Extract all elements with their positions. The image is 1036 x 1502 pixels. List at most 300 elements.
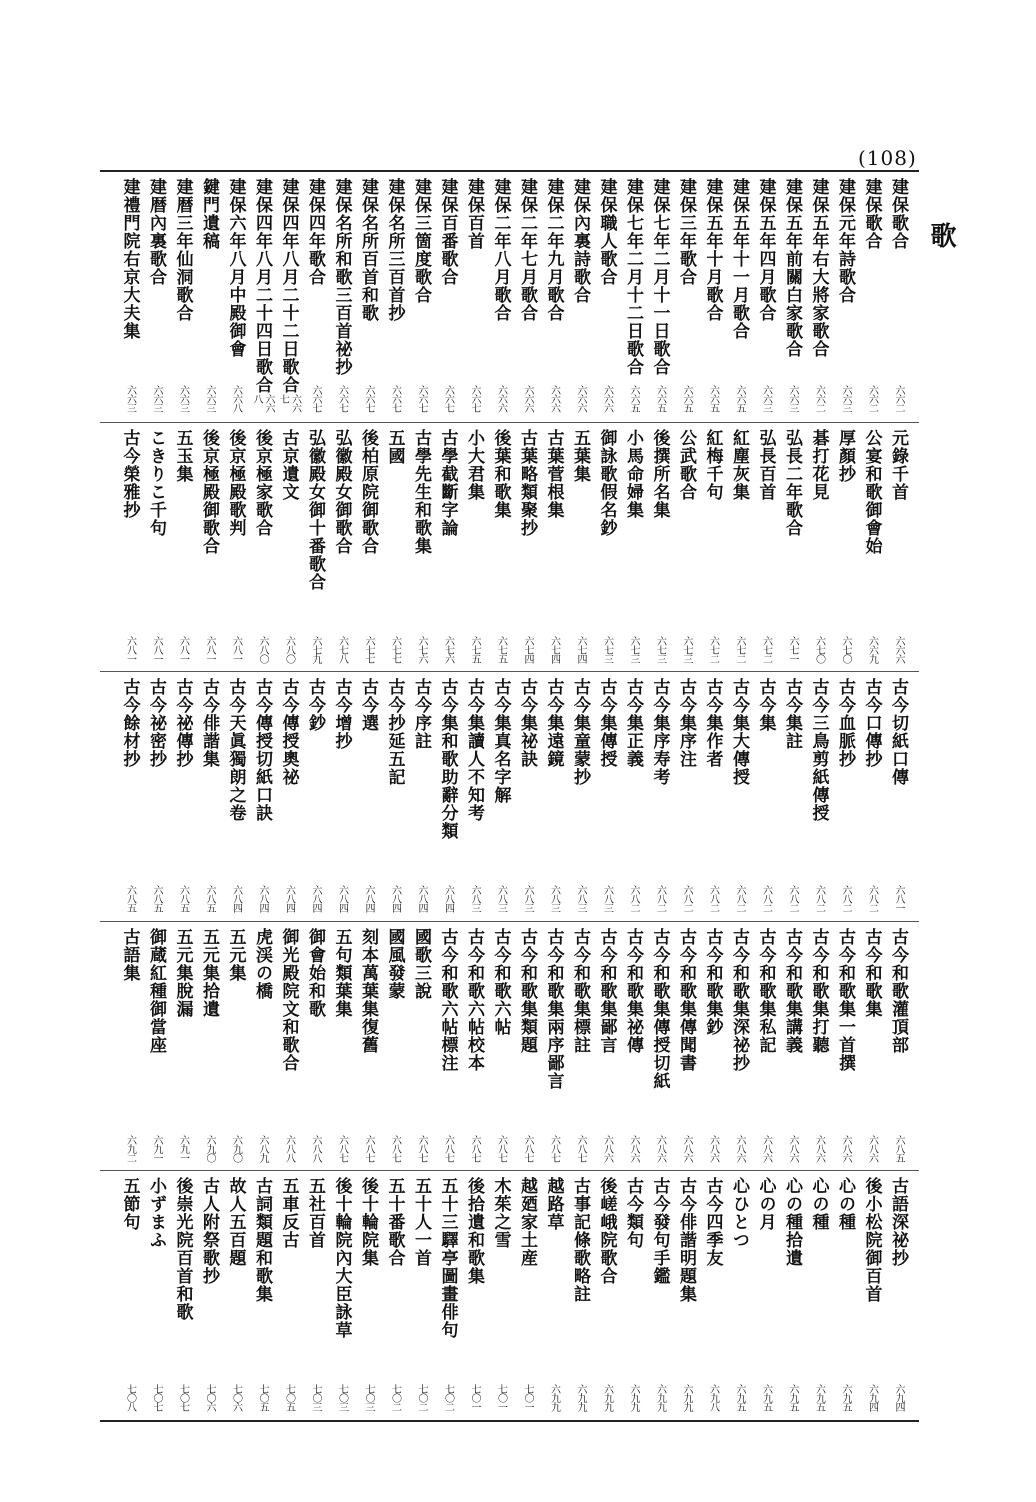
index-entry bbox=[117, 1177, 143, 1417]
index-entry bbox=[620, 678, 646, 918]
entry-title: 建保歌合 bbox=[888, 178, 908, 250]
entry-page-number: 六九五 bbox=[787, 1384, 798, 1412]
index-entry bbox=[488, 178, 514, 418]
entry-page-number: 六八二 bbox=[760, 885, 772, 913]
entry-title: 古今和歌集深祕抄 bbox=[729, 927, 749, 1072]
entry-page-number: 六八七 bbox=[416, 1134, 427, 1162]
index-entry bbox=[885, 429, 911, 669]
index-entry bbox=[382, 678, 408, 918]
entry-title: 建保五年前關白家歌合 bbox=[782, 178, 802, 358]
index-entry bbox=[435, 178, 461, 418]
entry-title: 後崇光院百首和歌 bbox=[172, 1177, 193, 1322]
entry-title: 古今祕密抄 bbox=[146, 678, 166, 769]
entry-title: 心の種拾遺 bbox=[782, 1177, 802, 1268]
entry-title: 古今集正義 bbox=[623, 678, 643, 769]
index-entry bbox=[726, 928, 752, 1168]
entry-page-number: 六六三 bbox=[760, 385, 772, 412]
entry-title: 弘長百首 bbox=[755, 428, 776, 501]
entry-page-number: 六八二 bbox=[628, 885, 639, 913]
entry-title: 古今和歌集一首撰 bbox=[835, 927, 855, 1072]
index-entry bbox=[143, 678, 169, 918]
entry-title: 古今鈔 bbox=[305, 678, 325, 733]
index-entry bbox=[249, 928, 275, 1168]
entry-page-number: 七〇三 bbox=[336, 1384, 348, 1412]
entry-page-number: 六八三 bbox=[495, 885, 507, 913]
entry-page-number: 六八二 bbox=[866, 885, 878, 913]
entry-page-number: 六九四 bbox=[866, 1384, 878, 1412]
index-entry bbox=[276, 1177, 302, 1417]
index-entry bbox=[806, 678, 832, 918]
entry-page-number: 六八二 bbox=[707, 885, 719, 913]
entry-title: 五葉集 bbox=[570, 428, 590, 483]
entry-title: 古今俳諧集 bbox=[199, 678, 219, 769]
entry-page-number: 六六七 bbox=[389, 385, 401, 412]
entry-page-number: 六七〇 bbox=[813, 635, 825, 663]
entry-title: 御光殿院文和歌合 bbox=[278, 927, 299, 1072]
entry-title: 古今集讀人不知考 bbox=[464, 678, 484, 823]
entry-page-number: 六九〇 bbox=[230, 1134, 242, 1162]
index-entry bbox=[276, 678, 302, 918]
index-entry bbox=[620, 1177, 646, 1417]
entry-title: 後柏原院御歌合 bbox=[358, 428, 378, 555]
entry-title: 古今和歌集鈔 bbox=[702, 927, 723, 1036]
entry-page-number: 六八四 bbox=[336, 885, 348, 913]
entry-page-number: 六八九 bbox=[257, 1134, 268, 1162]
entry-title: 古京遺文 bbox=[278, 428, 299, 501]
entry-page-number: 六八一 bbox=[204, 635, 215, 663]
entry-page-number: 六八四 bbox=[283, 885, 295, 913]
index-entry bbox=[223, 429, 249, 669]
index-entry bbox=[143, 1177, 169, 1417]
entry-title: 古今天眞獨朗之卷 bbox=[225, 678, 246, 823]
index-entry bbox=[700, 178, 726, 418]
entry-title: 小ずまふ bbox=[146, 1177, 166, 1250]
entry-title: 古今餘材抄 bbox=[119, 678, 140, 769]
entry-page-number: 六八一 bbox=[893, 885, 904, 913]
entry-title: 心の月 bbox=[755, 1177, 776, 1232]
entry-page-number: 六八七 bbox=[363, 1134, 374, 1162]
entry-page-number: 六六二 bbox=[866, 385, 878, 412]
entry-title: 古今集和歌助辭分類 bbox=[437, 678, 458, 841]
index-entry bbox=[753, 178, 779, 418]
entry-page-number: 六七八 bbox=[336, 635, 348, 663]
entry-page-number: 六九九 bbox=[654, 1384, 666, 1412]
entry-page-number: 六九五 bbox=[734, 1384, 745, 1412]
entry-page-number: 六六五 bbox=[681, 385, 692, 412]
entry-title: 五元集拾遺 bbox=[199, 927, 219, 1018]
index-entry bbox=[726, 178, 752, 418]
entry-page-number: 六七四 bbox=[522, 635, 533, 663]
entry-title: 小馬命婦集 bbox=[623, 428, 643, 519]
entry-page-number: 七〇三 bbox=[363, 1384, 374, 1412]
entry-title: 古今集序寿考 bbox=[649, 678, 670, 787]
index-entry bbox=[673, 1177, 699, 1417]
entry-page-number: 六八三 bbox=[601, 885, 613, 913]
entry-page-number: 六七六 bbox=[416, 635, 427, 663]
entry-title: 古語深祕抄 bbox=[888, 1177, 908, 1268]
entry-title: 古人附祭歌抄 bbox=[199, 1177, 219, 1286]
index-entry bbox=[859, 928, 885, 1168]
index-entry bbox=[249, 678, 275, 918]
index-entry bbox=[408, 928, 434, 1168]
entry-page-number: 六六二 bbox=[813, 385, 825, 412]
index-band bbox=[100, 1170, 919, 1419]
index-entry bbox=[196, 928, 222, 1168]
entry-title: 後京極殿歌判 bbox=[225, 428, 246, 537]
entry-page-number: 六八五 bbox=[151, 885, 162, 913]
entry-page-number: 六七三 bbox=[628, 635, 639, 663]
index-entry bbox=[302, 1177, 328, 1417]
entry-page-number: 六八八 bbox=[283, 1134, 295, 1162]
entry-title: 越廼家土産 bbox=[517, 1177, 537, 1268]
index-entry bbox=[726, 429, 752, 669]
entry-title: 建保四年八月二十二日歌合 bbox=[278, 178, 299, 394]
entry-page-number: 六六五 bbox=[734, 385, 745, 412]
entry-title: 建保百番歌合 bbox=[437, 178, 458, 286]
entry-title: 古今榮雅抄 bbox=[119, 428, 140, 519]
entry-page-number: 六九一 bbox=[177, 1134, 189, 1162]
entry-page-number: 六八七 bbox=[548, 1134, 560, 1162]
entry-title: 元錄千首 bbox=[888, 428, 908, 501]
index-table bbox=[100, 170, 919, 1422]
entry-title: 建保四年歌合 bbox=[305, 178, 325, 286]
entry-title: 後十輪院內大臣詠草 bbox=[331, 1177, 352, 1340]
index-entry bbox=[753, 928, 779, 1168]
entry-page-number: 七〇一 bbox=[469, 1384, 480, 1412]
entry-title: 古學先生和歌集 bbox=[411, 428, 431, 555]
index-entry bbox=[647, 678, 673, 918]
index-entry bbox=[461, 178, 487, 418]
entry-title: 古詞類題和歌集 bbox=[252, 1177, 272, 1304]
index-entry bbox=[541, 678, 567, 918]
index-entry bbox=[382, 928, 408, 1168]
entry-title: 建禮門院右京大夫集 bbox=[119, 178, 140, 340]
entry-title: 古今和歌集祕傳 bbox=[623, 927, 643, 1054]
entry-page-number: 六六三 bbox=[840, 385, 851, 412]
entry-page-number: 六八六 bbox=[760, 1134, 772, 1162]
index-entry bbox=[567, 429, 593, 669]
entry-title: 五元集 bbox=[225, 927, 246, 982]
entry-title: 古今序註 bbox=[411, 678, 431, 751]
entry-title: 建保內裏詩歌合 bbox=[570, 178, 590, 304]
entry-page-number: 六六五 bbox=[707, 385, 719, 412]
entry-title: 古學截斷字論 bbox=[437, 428, 458, 537]
index-entry bbox=[832, 928, 858, 1168]
entry-title: 五節句 bbox=[119, 1177, 140, 1232]
entry-title: 五車反古 bbox=[278, 1177, 299, 1250]
entry-page-number: 六九九 bbox=[575, 1384, 586, 1412]
index-entry bbox=[276, 429, 302, 669]
entry-title: 古今集序注 bbox=[676, 678, 696, 769]
entry-page-number: 六九二 bbox=[124, 1134, 136, 1162]
entry-title: 建保歌合 bbox=[861, 178, 882, 250]
entry-page-number: 六八四 bbox=[389, 885, 401, 913]
index-entry bbox=[329, 1177, 355, 1417]
index-entry bbox=[753, 429, 779, 669]
index-entry bbox=[196, 429, 222, 669]
entry-title: 御詠歌假名鈔 bbox=[596, 428, 617, 537]
entry-page-number: 六九八 bbox=[707, 1384, 719, 1412]
entry-page-number: 六六五 bbox=[654, 385, 666, 412]
entry-title: 古今和歌六帖校本 bbox=[464, 927, 484, 1072]
entry-page-number: 六八一 bbox=[124, 635, 136, 663]
index-entry bbox=[355, 1177, 381, 1417]
entry-title: 後嵯峨院歌合 bbox=[596, 1177, 617, 1286]
entry-title: 古今集童蒙抄 bbox=[570, 678, 590, 787]
index-entry bbox=[647, 178, 673, 418]
entry-title: 國風發蒙 bbox=[384, 927, 405, 1000]
index-entry bbox=[541, 429, 567, 669]
entry-page-number: 七〇二 bbox=[442, 1384, 454, 1412]
index-band bbox=[100, 422, 919, 671]
entry-page-number: 六八五 bbox=[204, 885, 215, 913]
index-entry bbox=[117, 678, 143, 918]
entry-title: 建保百首 bbox=[464, 178, 484, 250]
index-entry bbox=[885, 928, 911, 1168]
index-entry bbox=[594, 678, 620, 918]
index-entry bbox=[806, 928, 832, 1168]
entry-title: 古今和歌集鄙言 bbox=[596, 927, 617, 1054]
entry-page-number: 七〇六 bbox=[204, 1384, 215, 1412]
entry-title: 古今和歌集講義 bbox=[782, 927, 802, 1054]
entry-title: 古今集作者 bbox=[702, 678, 723, 769]
entry-title: 弘長二年歌合 bbox=[782, 428, 802, 537]
entry-title: 後京極家歌合 bbox=[252, 428, 272, 537]
entry-page-number: 七〇七 bbox=[177, 1384, 189, 1412]
entry-title: 建保二年九月歌合 bbox=[543, 178, 564, 322]
index-entry bbox=[726, 678, 752, 918]
index-entry bbox=[329, 429, 355, 669]
entry-page-number: 六六七 bbox=[363, 385, 374, 412]
index-entry bbox=[567, 1177, 593, 1417]
entry-title: 建暦三年仙洞歌合 bbox=[172, 178, 193, 322]
entry-title: 五十番歌合 bbox=[384, 1177, 405, 1268]
index-entry bbox=[859, 178, 885, 418]
index-entry bbox=[382, 429, 408, 669]
entry-title: 建保七年二月十一日歌合 bbox=[649, 178, 670, 376]
index-entry bbox=[885, 1177, 911, 1417]
index-entry bbox=[408, 1177, 434, 1417]
entry-title: 古今選 bbox=[358, 678, 378, 733]
entry-page-number: 六八二 bbox=[681, 885, 692, 913]
entry-page-number: 六六八 bbox=[230, 385, 242, 412]
entry-title: 公宴和歌御會始 bbox=[861, 428, 882, 555]
index-entry bbox=[329, 178, 355, 418]
entry-title: 厚顏抄 bbox=[835, 428, 855, 483]
entry-title: 古語集 bbox=[119, 927, 140, 982]
entry-title: 後京極殿御歌合 bbox=[199, 428, 219, 555]
entry-page-number: 六八七 bbox=[469, 1134, 480, 1162]
index-entry bbox=[832, 678, 858, 918]
entry-page-number: 六七九 bbox=[310, 635, 321, 663]
entry-title: 後撰所名集 bbox=[649, 428, 670, 519]
entry-page-number: 七〇一 bbox=[522, 1384, 533, 1412]
index-entry bbox=[355, 178, 381, 418]
entry-page-number: 六七二 bbox=[734, 635, 745, 663]
index-entry bbox=[647, 928, 673, 1168]
index-entry bbox=[779, 678, 805, 918]
entry-title: 御會始和歌 bbox=[305, 927, 325, 1018]
entry-page-number: 六七三 bbox=[601, 635, 613, 663]
index-entry bbox=[700, 429, 726, 669]
index-entry bbox=[594, 928, 620, 1168]
index-entry bbox=[567, 178, 593, 418]
entry-page-number: 六八一 bbox=[177, 635, 189, 663]
entry-title: 心の種 bbox=[835, 1177, 855, 1232]
entry-title: 刻本萬葉集復舊 bbox=[358, 927, 378, 1054]
index-entry bbox=[355, 678, 381, 918]
entry-title: 小大君集 bbox=[464, 428, 484, 501]
entry-page-number: 六八〇 bbox=[283, 635, 295, 663]
entry-page-number: 六八七 bbox=[389, 1134, 401, 1162]
entry-title: 古葉略類聚抄 bbox=[517, 428, 537, 537]
index-entry bbox=[461, 678, 487, 918]
entry-title: 越路草 bbox=[543, 1177, 564, 1232]
index-band bbox=[100, 921, 919, 1170]
entry-title: 古今和歌灌頂部 bbox=[888, 927, 908, 1054]
entry-page-number: 六八七 bbox=[442, 1134, 454, 1162]
entry-page-number: 六六七 bbox=[416, 385, 427, 412]
index-entry bbox=[779, 429, 805, 669]
entry-title: 建保二年八月歌合 bbox=[490, 178, 511, 322]
entry-page-number: 六七三 bbox=[654, 635, 666, 663]
entry-page-number: 六六六 bbox=[893, 635, 904, 663]
entry-title: 古今祕傳抄 bbox=[172, 678, 193, 769]
entry-page-number: 六六六 bbox=[548, 385, 560, 412]
entry-title: 五句類葉集 bbox=[331, 927, 352, 1018]
entry-page-number: 六八四 bbox=[230, 885, 242, 913]
entry-title: 御蔵紅種御當座 bbox=[146, 927, 166, 1054]
entry-title: 古今傳授奧祕 bbox=[278, 678, 299, 787]
index-entry bbox=[541, 178, 567, 418]
index-entry bbox=[779, 928, 805, 1168]
entry-title: 心ひとつ bbox=[729, 1177, 749, 1250]
index-entry bbox=[514, 1177, 540, 1417]
entry-title: 古今和歌集 bbox=[861, 927, 882, 1018]
entry-title: 古今傳授切紙口訣 bbox=[252, 678, 272, 823]
entry-page-number: 六九九 bbox=[681, 1384, 692, 1412]
entry-title: 建保職人歌合 bbox=[596, 178, 617, 286]
entry-title: 五十三驛亭圖畫俳句 bbox=[437, 1177, 458, 1340]
index-entry bbox=[514, 678, 540, 918]
index-entry bbox=[461, 928, 487, 1168]
entry-page-number: 七〇二 bbox=[389, 1384, 401, 1412]
entry-page-number: 六六七 bbox=[442, 385, 454, 412]
entry-page-number: 六九〇 bbox=[204, 1134, 215, 1162]
index-entry bbox=[143, 178, 169, 418]
entry-title: 木茱之雪 bbox=[490, 1177, 511, 1250]
entry-title: 建保五年十一月歌合 bbox=[729, 178, 749, 340]
entry-page-number: 六九五 bbox=[840, 1384, 851, 1412]
entry-title: 後十輪院集 bbox=[358, 1177, 378, 1268]
index-entry bbox=[647, 429, 673, 669]
entry-page-number: 六七四 bbox=[548, 635, 560, 663]
entry-title: 古今和歌六帖 bbox=[490, 927, 511, 1036]
index-entry bbox=[382, 1177, 408, 1417]
index-entry bbox=[700, 1177, 726, 1417]
entry-title: 故人五百題 bbox=[225, 1177, 246, 1268]
entry-page-number: 六六三 bbox=[787, 385, 798, 412]
index-entry bbox=[673, 178, 699, 418]
entry-title: 古今俳諧明題集 bbox=[676, 1177, 696, 1304]
index-entry bbox=[488, 678, 514, 918]
index-entry bbox=[700, 928, 726, 1168]
entry-page-number: 六八七 bbox=[575, 1134, 586, 1162]
entry-title: 建保名所百首和歌 bbox=[358, 178, 378, 322]
index-entry bbox=[223, 178, 249, 418]
index-entry bbox=[355, 429, 381, 669]
entry-page-number: 六六六 bbox=[522, 385, 533, 412]
entry-page-number: 六九九 bbox=[628, 1384, 639, 1412]
entry-page-number: 六八七 bbox=[522, 1134, 533, 1162]
entry-title: 古今和歌集傳授切紙 bbox=[649, 927, 670, 1090]
index-entry bbox=[488, 429, 514, 669]
index-entry bbox=[514, 928, 540, 1168]
index-entry bbox=[302, 928, 328, 1168]
entry-title: 五元集脫漏 bbox=[172, 927, 193, 1018]
entry-page-number: 六六六 bbox=[575, 385, 586, 412]
entry-page-number: 六六八 bbox=[251, 394, 274, 412]
index-entry bbox=[435, 1177, 461, 1417]
entry-title: 古今集 bbox=[755, 678, 776, 733]
entry-page-number: 六八四 bbox=[363, 885, 374, 913]
entry-title: 心の種 bbox=[808, 1177, 829, 1232]
entry-title: 建保五年四月歌合 bbox=[755, 178, 776, 322]
entry-title: 建暦內裏歌合 bbox=[146, 178, 166, 286]
entry-page-number: 六八六 bbox=[840, 1134, 851, 1162]
index-entry bbox=[196, 678, 222, 918]
entry-title: 古今和歌六帖標注 bbox=[437, 927, 458, 1072]
entry-page-number: 六七二 bbox=[707, 635, 719, 663]
entry-title: 建保六年八月中殿御會 bbox=[225, 178, 246, 358]
entry-page-number: 六六七 bbox=[469, 385, 480, 412]
entry-page-number: 六七二 bbox=[760, 635, 772, 663]
entry-title: 建保名所和歌三百首祕抄 bbox=[331, 178, 352, 376]
index-entry bbox=[302, 178, 328, 418]
index-entry bbox=[355, 928, 381, 1168]
entry-title: 古今類句 bbox=[623, 1177, 643, 1250]
index-entry bbox=[143, 928, 169, 1168]
entry-page-number: 六七五 bbox=[469, 635, 480, 663]
index-entry bbox=[302, 678, 328, 918]
entry-page-number: 六六三 bbox=[204, 385, 215, 412]
entry-page-number: 六八四 bbox=[442, 885, 454, 913]
entry-title: 紅塵灰集 bbox=[729, 428, 749, 501]
entry-page-number: 六八八 bbox=[310, 1134, 321, 1162]
index-entry bbox=[859, 429, 885, 669]
entry-title: 古今集傳授 bbox=[596, 678, 617, 769]
index-entry bbox=[514, 178, 540, 418]
entry-page-number: 六八五 bbox=[893, 1134, 904, 1162]
index-entry bbox=[832, 429, 858, 669]
entry-page-number: 六八二 bbox=[734, 885, 745, 913]
index-entry bbox=[117, 178, 143, 418]
index-entry bbox=[859, 1177, 885, 1417]
entry-page-number: 六八六 bbox=[628, 1134, 639, 1162]
entry-page-number: 六八四 bbox=[416, 885, 427, 913]
entry-page-number: 六八六 bbox=[707, 1134, 719, 1162]
entry-page-number: 七〇七 bbox=[151, 1384, 162, 1412]
entry-title: 古今集真名字解 bbox=[490, 678, 511, 805]
index-entry bbox=[753, 678, 779, 918]
entry-page-number: 六八四 bbox=[310, 885, 321, 913]
entry-page-number: 六八七 bbox=[495, 1134, 507, 1162]
entry-title: 弘徽殿女御十番歌合 bbox=[305, 428, 325, 591]
entry-page-number: 六六六 bbox=[495, 385, 507, 412]
entry-title: 建保五年十月歌合 bbox=[702, 178, 723, 322]
entry-page-number: 六九五 bbox=[760, 1384, 772, 1412]
index-entry bbox=[461, 1177, 487, 1417]
